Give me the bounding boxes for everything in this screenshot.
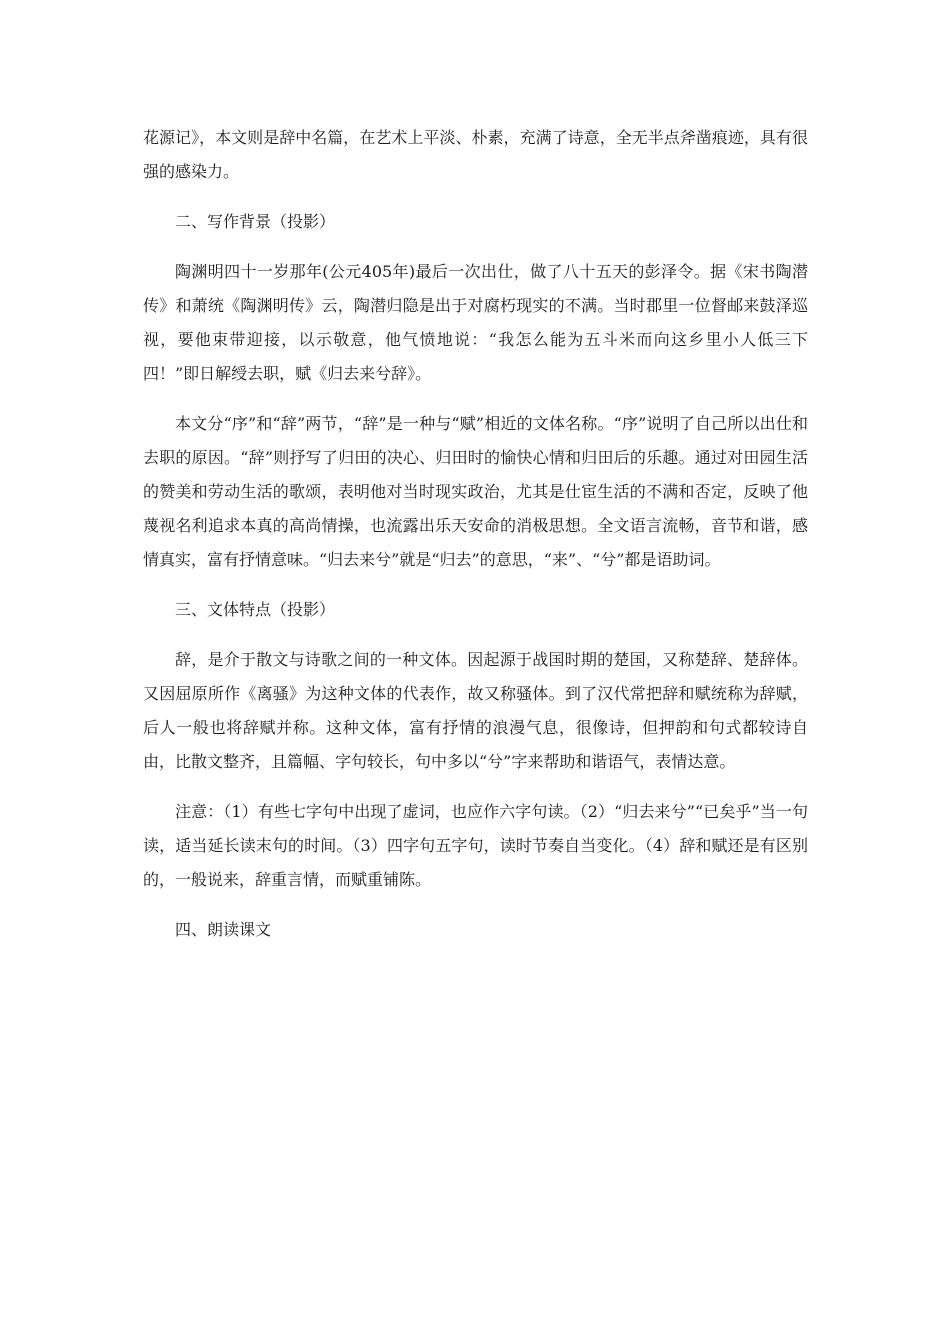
paragraph-background: 陶渊明四十一岁那年(公元405年)最后一次出仕，做了八十五天的彭泽令。据《宋书陶潜传》和萧统《陶渊明传》云，陶潜归隐是出于对腐朽现实的不满。当时郡里一位督邮来鼓泽巡视，要他束带迎接，以示敬意，他气愤地说：“我怎么能为五斗米而向这乡里小人低三下四！”即日解绶去职，赋《归去来兮辞》。 <box>143 262 808 383</box>
paragraph-genre: 辞，是介于散文与诗歌之间的一种文体。因起源于战国时期的楚国，又称楚辞、楚辞体。又因屈原所作《离骚》为这种文体的代表作，故又称骚体。到了汉代常把辞和赋统称为辞赋，后人一般也将辞赋并称。这种文体，富有抒情的浪漫气息，很像诗，但押韵和句式都较诗自由，比散文整齐，且篇幅、字句较长，句中多以“兮”字来帮助和谐语气，表情达意。 <box>143 650 808 771</box>
section-heading-reading: 四、朗读课文 <box>175 920 272 939</box>
section-heading-genre: 三、文体特点（投影） <box>175 600 336 619</box>
paragraph-intro-continuation: 花源记》，本文则是辞中名篇，在艺术上平淡、朴素，充满了诗意，全无半点斧凿痕迹，具有很强的感染力。 <box>143 128 808 181</box>
paragraph-structure: 本文分“序”和“辞”两节，“辞”是一种与“赋”相近的文体名称。“序”说明了自己所以出仕和去职的原因。“辞”则抒写了归田的决心、归田时的愉快心情和归田后的乐趣。通过对田园生活的赞美和劳动生活的歌颂，表明他对当时现实政治，尤其是仕宦生活的不满和否定，反映了他蔑视名利追求本真的高尚情操，也流露出乐天安命的消极思想。全文语言流畅，音节和谐，感情真实，富有抒情意味。“归去来兮”就是“归去”的意思，“来”、“兮”都是语助词。 <box>143 414 808 569</box>
paragraph-notes: 注意：（1）有些七字句中出现了虚词，也应作六字句读。（2）“归去来兮”“已矣乎”当一句读，适当延长读末句的时间。（3）四字句五字句，读时节奏自当变化。（4）辞和赋还是有区别的，一般说来，辞重言情，而赋重铺陈。 <box>143 802 808 889</box>
section-heading-background: 二、写作背景（投影） <box>175 212 336 231</box>
document-body <box>143 121 808 963</box>
